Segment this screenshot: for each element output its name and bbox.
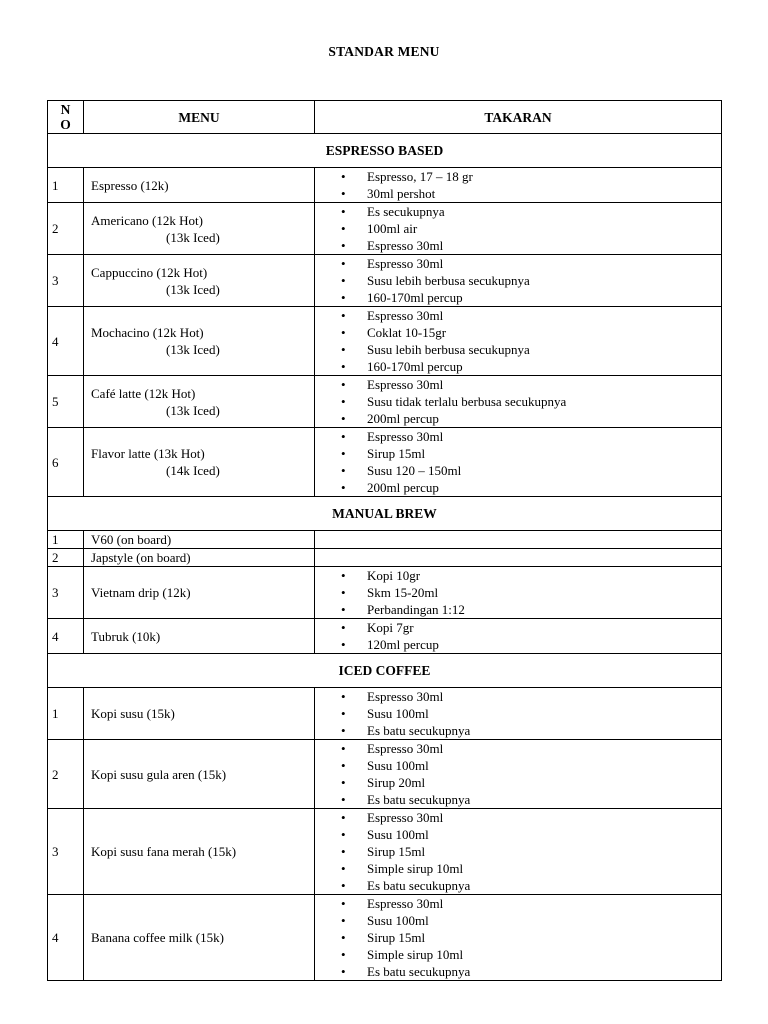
ingredient-item: • Es batu secukupnya bbox=[341, 722, 717, 739]
ingredient-list bbox=[341, 895, 717, 980]
table-row bbox=[48, 895, 722, 981]
ingredient-item: • Sirup 15ml bbox=[341, 843, 717, 860]
section-title: ESPRESSO BASED bbox=[48, 134, 722, 168]
item-name-cell bbox=[84, 203, 315, 255]
item-takaran bbox=[315, 203, 722, 255]
item-name-cell bbox=[84, 549, 315, 567]
ingredient-item: • Kopi 7gr bbox=[341, 619, 717, 636]
ingredient-list bbox=[341, 168, 717, 202]
item-name-cell bbox=[84, 619, 315, 654]
table-row bbox=[48, 307, 722, 376]
ingredient-item: • 120ml percup bbox=[341, 636, 717, 653]
item-name: Tubruk (10k) bbox=[91, 628, 161, 644]
ingredient-item: • Espresso 30ml bbox=[341, 237, 717, 254]
ingredient-list bbox=[341, 307, 717, 375]
item-name-iced-price: (13k Iced) bbox=[166, 281, 220, 297]
item-name: Kopi susu (15k) bbox=[91, 706, 175, 721]
item-number: 1 bbox=[48, 688, 84, 740]
item-number: 2 bbox=[48, 203, 84, 255]
ingredient-list bbox=[341, 619, 717, 653]
item-takaran bbox=[315, 549, 722, 567]
ingredient-item: • Espresso 30ml bbox=[341, 307, 717, 324]
item-takaran bbox=[315, 809, 722, 895]
ingredient-item: • 30ml pershot bbox=[341, 185, 717, 202]
table-row bbox=[48, 567, 722, 619]
ingredient-item: • Susu 100ml bbox=[341, 757, 717, 774]
item-number: 4 bbox=[48, 895, 84, 981]
table-row bbox=[48, 531, 722, 549]
item-name-iced-price: (13k Iced) bbox=[166, 402, 220, 418]
ingredient-item: • Espresso 30ml bbox=[341, 740, 717, 757]
table-row bbox=[48, 428, 722, 497]
ingredient-list bbox=[341, 255, 717, 306]
item-name-cell bbox=[84, 428, 315, 497]
header-menu: MENU bbox=[84, 101, 315, 134]
ingredient-item: • 160-170ml percup bbox=[341, 289, 717, 306]
item-takaran bbox=[315, 895, 722, 981]
ingredient-item: • Es secukupnya bbox=[341, 203, 717, 220]
item-name: Cappuccino (12k Hot) bbox=[91, 264, 208, 280]
ingredient-list bbox=[341, 203, 717, 254]
ingredient-item: • Coklat 10-15gr bbox=[341, 324, 717, 341]
ingredient-item: • Es batu secukupnya bbox=[341, 877, 717, 894]
item-number: 3 bbox=[48, 255, 84, 307]
ingredient-item: • Simple sirup 10ml bbox=[341, 946, 717, 963]
ingredient-item: • Susu 100ml bbox=[341, 826, 717, 843]
section-header-row bbox=[48, 654, 722, 688]
item-name-cell bbox=[84, 740, 315, 809]
ingredient-item: • Espresso, 17 – 18 gr bbox=[341, 168, 717, 185]
ingredient-list bbox=[341, 688, 717, 739]
item-name: Café latte (12k Hot) bbox=[91, 385, 196, 401]
item-name-cell bbox=[84, 895, 315, 981]
ingredient-item: • Espresso 30ml bbox=[341, 895, 717, 912]
ingredient-item: • Simple sirup 10ml bbox=[341, 860, 717, 877]
table-row bbox=[48, 740, 722, 809]
ingredient-item: • 200ml percup bbox=[341, 410, 717, 427]
item-takaran bbox=[315, 740, 722, 809]
ingredient-item: • Sirup 15ml bbox=[341, 445, 717, 462]
item-number: 3 bbox=[48, 809, 84, 895]
item-name: V60 (on board) bbox=[91, 532, 172, 547]
ingredient-item: • Susu 100ml bbox=[341, 705, 717, 722]
item-number: 2 bbox=[48, 549, 84, 567]
item-name-iced-price: (13k Iced) bbox=[166, 342, 220, 357]
item-number: 4 bbox=[48, 307, 84, 376]
item-name: Mochacino (12k Hot) bbox=[91, 325, 204, 340]
item-takaran bbox=[315, 531, 722, 549]
ingredient-item: • Es batu secukupnya bbox=[341, 791, 717, 808]
item-takaran bbox=[315, 307, 722, 376]
ingredient-item: • Susu 120 – 150ml bbox=[341, 462, 717, 479]
header-no-line1: N bbox=[60, 102, 71, 117]
menu-table bbox=[47, 100, 722, 981]
page-title: STANDAR MENU bbox=[328, 44, 440, 59]
item-name: Banana coffee milk (15k) bbox=[91, 930, 224, 945]
ingredient-item: • 200ml percup bbox=[341, 479, 717, 496]
ingredient-item: • Espresso 30ml bbox=[341, 255, 717, 272]
ingredient-item: • 160-170ml percup bbox=[341, 358, 717, 375]
item-number: 5 bbox=[48, 376, 84, 428]
item-name-cell bbox=[84, 531, 315, 549]
ingredient-item: • Sirup 20ml bbox=[341, 774, 717, 791]
item-name-cell bbox=[84, 255, 315, 307]
item-name: Vietnam drip (12k) bbox=[91, 585, 191, 600]
item-name: Kopi susu fana merah (15k) bbox=[91, 844, 237, 859]
ingredient-item: • Perbandingan 1:12 bbox=[341, 601, 717, 618]
item-number: 1 bbox=[48, 168, 84, 203]
item-number: 1 bbox=[48, 531, 84, 549]
table-row bbox=[48, 549, 722, 567]
item-name-cell bbox=[84, 307, 315, 376]
item-name: Americano (12k Hot) bbox=[91, 212, 203, 228]
ingredient-list bbox=[341, 376, 717, 427]
item-name: Japstyle (on board) bbox=[91, 550, 191, 565]
item-takaran bbox=[315, 376, 722, 428]
item-number: 6 bbox=[48, 428, 84, 497]
table-row bbox=[48, 376, 722, 428]
ingredient-item: • Susu 100ml bbox=[341, 912, 717, 929]
ingredient-item: • Skm 15-20ml bbox=[341, 584, 717, 601]
item-name: Espresso (12k) bbox=[91, 177, 169, 193]
ingredient-item: • Susu lebih berbusa secukupnya bbox=[341, 341, 717, 358]
ingredient-item: • Sirup 15ml bbox=[341, 929, 717, 946]
ingredient-item: • Espresso 30ml bbox=[341, 428, 717, 445]
item-name-cell bbox=[84, 168, 315, 203]
header-no bbox=[48, 101, 84, 134]
item-name: Kopi susu gula aren (15k) bbox=[91, 766, 227, 782]
ingredient-item: • Susu lebih berbusa secukupnya bbox=[341, 272, 717, 289]
table-row bbox=[48, 203, 722, 255]
item-takaran bbox=[315, 619, 722, 654]
table-row bbox=[48, 688, 722, 740]
section-title: ICED COFFEE bbox=[48, 654, 722, 688]
menu-body bbox=[48, 134, 722, 981]
ingredient-item: • 100ml air bbox=[341, 220, 717, 237]
ingredient-item: • Es batu secukupnya bbox=[341, 963, 717, 980]
ingredient-list bbox=[341, 809, 717, 894]
item-number: 3 bbox=[48, 567, 84, 619]
ingredient-item: • Susu tidak terlalu berbusa secukupnya bbox=[341, 393, 717, 410]
table-row bbox=[48, 809, 722, 895]
header-takaran: TAKARAN bbox=[315, 101, 722, 134]
table-row bbox=[48, 168, 722, 203]
item-number: 4 bbox=[48, 619, 84, 654]
table-header-row bbox=[48, 101, 722, 134]
ingredient-item: • Kopi 10gr bbox=[341, 567, 717, 584]
section-header-row bbox=[48, 497, 722, 531]
item-name: Flavor latte (13k Hot) bbox=[91, 446, 205, 461]
item-name-cell bbox=[84, 809, 315, 895]
table-row bbox=[48, 255, 722, 307]
table-row bbox=[48, 619, 722, 654]
item-name-iced-price: (14k Iced) bbox=[166, 463, 220, 478]
item-name-cell bbox=[84, 688, 315, 740]
header-no-line2: O bbox=[60, 117, 71, 132]
item-takaran bbox=[315, 255, 722, 307]
item-name-cell bbox=[84, 567, 315, 619]
item-takaran bbox=[315, 567, 722, 619]
item-takaran bbox=[315, 688, 722, 740]
ingredient-list bbox=[341, 428, 717, 496]
section-title: MANUAL BREW bbox=[48, 497, 722, 531]
item-name-iced-price: (13k Iced) bbox=[166, 229, 220, 245]
item-number: 2 bbox=[48, 740, 84, 809]
item-name-cell bbox=[84, 376, 315, 428]
ingredient-item: • Espresso 30ml bbox=[341, 688, 717, 705]
ingredient-item: • Espresso 30ml bbox=[341, 376, 717, 393]
section-header-row bbox=[48, 134, 722, 168]
item-takaran bbox=[315, 168, 722, 203]
ingredient-item: • Espresso 30ml bbox=[341, 809, 717, 826]
item-takaran bbox=[315, 428, 722, 497]
ingredient-list bbox=[341, 740, 717, 808]
ingredient-list bbox=[341, 567, 717, 618]
